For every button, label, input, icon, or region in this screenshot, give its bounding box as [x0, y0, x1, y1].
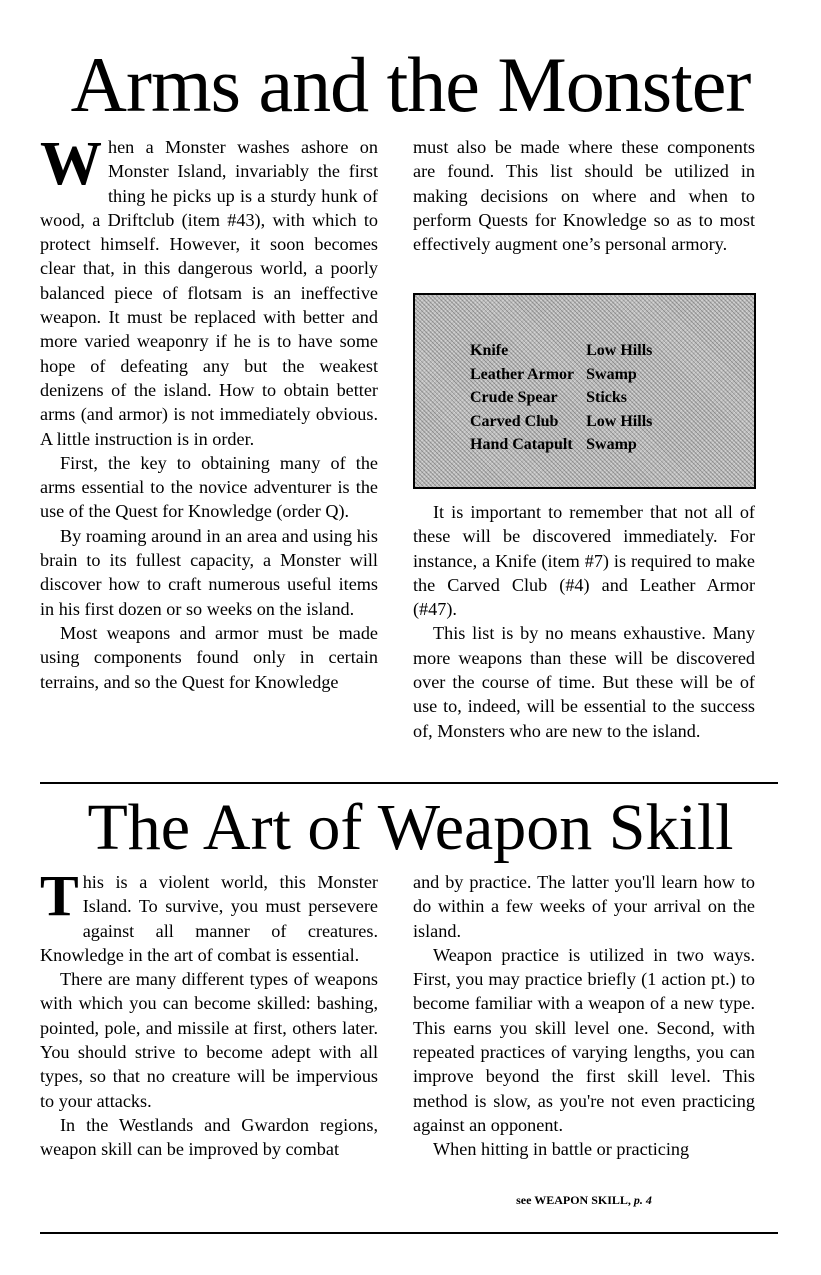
items-terrain-table — [470, 339, 660, 457]
items-terrain-box — [413, 293, 756, 489]
section2-column-2 — [413, 870, 755, 1162]
paragraph: It is important to remember that not all of these will be discovered immediately. For instance, a Knife (item #7) is required to make the Carved Club (#4) and Leather Armor (#47). — [413, 502, 755, 620]
paragraph: must also be made where these components are found. This list should be utilized in making decisions on where and when to perform Quests for Knowledge so as to most effectively augment one’s personal armory. — [413, 137, 755, 255]
paragraph: When hitting in battle or practicing — [433, 1139, 690, 1160]
drop-cap: W — [40, 130, 102, 198]
item-terrain: Low Hills — [586, 342, 653, 359]
table-row — [470, 433, 660, 457]
section1-column-2-top — [413, 135, 755, 256]
section1-title: Arms and the Monster — [70, 41, 751, 128]
section2-column-1 — [40, 863, 378, 1162]
paragraph: and by practice. The latter you'll learn how to do within a few weeks of your arrival on the island. — [413, 872, 755, 941]
paragraph: Weapon practice is utilized in two ways. First, you may practice briefly (1 action pt.) to become familiar with a weapon of a new type. This earns you skill level one. Second, with repeated practices of varying lengths, you can improve beyond the first skill level. This method is slow, as you're not even practicing against an opponent. — [413, 944, 755, 1135]
item-name: Leather Armor — [470, 365, 575, 383]
paragraph: By roaming around in an area and using his brain to its fullest capacity, a Monster will discover how to craft numerous useful items in his first dozen or so weeks on the island. — [40, 525, 378, 619]
table-row — [470, 363, 660, 387]
footnote-text: see WEAPON SKILL, — [516, 1193, 631, 1207]
paragraph: There are many different types of weapons with which you can become skilled: bashing, pointed, pole, and missile at first, others later. You should strive to become adept with all types, so that no creature will be impervious to your attacks. — [40, 969, 378, 1111]
section2-title: The Art of Weapon Skill — [87, 791, 734, 864]
item-terrain: Sticks — [586, 389, 628, 406]
paragraph — [40, 863, 378, 967]
table-row — [470, 386, 660, 410]
section1-column-1 — [40, 130, 378, 694]
section1-column-2-bottom — [413, 500, 755, 743]
footnote-page: p. 4 — [633, 1193, 652, 1207]
paragraph-text: his is a violent world, this Monster Island. To survive, you must persevere against all manner of creatures. Knowledge in the art of combat is essential. — [40, 872, 378, 965]
item-name: Knife — [470, 342, 509, 359]
item-name: Carved Club — [470, 412, 559, 430]
paragraph — [40, 130, 378, 451]
item-name: Hand Catapult — [470, 436, 573, 453]
continued-footnote — [413, 1193, 755, 1208]
paragraph: Most weapons and armor must be made using components found only in certain terrains, and so the Quest for Knowledge — [40, 622, 378, 692]
item-terrain: Swamp — [586, 365, 637, 383]
bottom-rule — [40, 1232, 778, 1234]
drop-cap: T — [40, 863, 79, 928]
paragraph: This list is by no means exhaustive. Many more weapons than these will be discovered over the course of time. But these will be of use to, indeed, will be essential to the success of, Monsters who are new to the island. — [413, 623, 755, 741]
item-terrain: Swamp — [586, 436, 637, 453]
paragraph: In the Westlands and Gwardon regions, weapon skill can be improved by combat — [40, 1114, 378, 1160]
item-terrain: Low Hills — [586, 412, 653, 430]
table-row — [470, 410, 660, 434]
item-name: Crude Spear — [470, 389, 558, 406]
paragraph: First, the key to obtaining many of the arms essential to the novice adventurer is the use of the Quest for Knowledge (order Q). — [40, 452, 378, 522]
section-divider — [40, 782, 778, 784]
table-row — [470, 339, 660, 363]
paragraph-text: hen a Monster washes ashore on Monster Island, invariably the first thing he picks up is a sturdy hunk of wood, a Driftclub (item #43), with which to protect himself. However, it soon becomes clear that, in this dangerous world, a poorly balanced piece of flotsam is an ineffective weapon. It must be replaced with better and more varied weaponry if he is to have some hope of defeating any but the weakest denizens of the island. How to obtain better arms (and armor) is not immediately obvious. A little instruction is in order. — [40, 137, 378, 449]
